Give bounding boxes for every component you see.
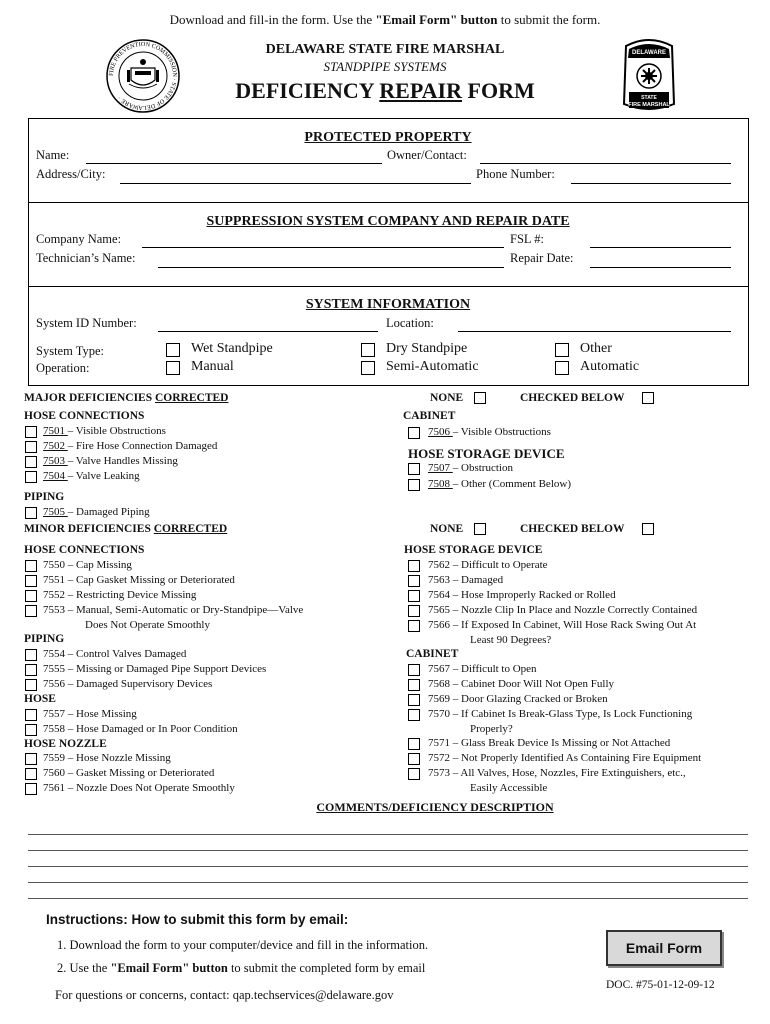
item-7508: 7508 – Other (Comment Below) <box>428 478 571 490</box>
checkbox-7552[interactable] <box>25 590 37 602</box>
suppression-title: SUPPRESSION SYSTEM COMPANY AND REPAIR DATE <box>206 214 570 229</box>
major-piping-heading: PIPING <box>24 491 65 503</box>
instruction-step-1: 1. Download the form to your computer/device and fill in the information. <box>57 938 429 952</box>
item-7566: 7566 – If Exposed In Cabinet, Will Hose Rack Swing Out At <box>428 619 697 631</box>
major-deficiencies-heading: MAJOR DEFICIENCIES CORRECTED <box>24 392 229 404</box>
minor-hose-heading: HOSE <box>24 693 56 705</box>
technician-name-label: Technician’s Name: <box>36 251 136 265</box>
system-type-label: System Type: <box>36 344 104 358</box>
fsl-label: FSL #: <box>510 232 544 246</box>
item-7570-continued: Properly? <box>470 723 513 735</box>
item-7564: 7564 – Hose Improperly Racked or Rolled <box>428 589 616 601</box>
checkbox-7503[interactable] <box>25 456 37 468</box>
checkbox-7551[interactable] <box>25 575 37 587</box>
checkbox-7501[interactable] <box>25 426 37 438</box>
download-note: Download and fill-in the form. Use the "Email Form" button to submit the form. <box>169 12 601 27</box>
company-name-label: Company Name: <box>36 232 122 246</box>
minor-hose-storage-heading: HOSE STORAGE DEVICE <box>404 544 543 556</box>
item-7567: 7567 – Difficult to Open <box>428 663 537 675</box>
minor-hose-nozzle-heading: HOSE NOZZLE <box>24 738 107 750</box>
item-7562: 7562 – Difficult to Operate <box>428 559 548 571</box>
item-7571: 7571 – Glass Break Device Is Missing or Not Attached <box>428 737 671 749</box>
checkbox-7506[interactable] <box>408 427 420 439</box>
svg-text:FIRE MARSHAL: FIRE MARSHAL <box>628 102 670 108</box>
item-7507: 7507 – Obstruction <box>428 462 513 474</box>
item-7550: 7550 – Cap Missing <box>43 559 132 571</box>
phone-number-label: Phone Number: <box>476 167 555 181</box>
minor-deficiencies-heading: MINOR DEFICIENCIES CORRECTED <box>24 523 228 535</box>
semi-automatic-checkbox[interactable] <box>361 361 375 375</box>
item-7566-continued: Least 90 Degrees? <box>470 634 552 646</box>
form-title: DEFICIENCY REPAIR FORM <box>235 78 535 103</box>
checkbox-7555[interactable] <box>25 664 37 676</box>
checkbox-7502[interactable] <box>25 441 37 453</box>
location-label: Location: <box>386 316 434 330</box>
item-7556: 7556 – Damaged Supervisory Devices <box>43 678 213 690</box>
automatic-label: Automatic <box>580 359 640 374</box>
checkbox-7563[interactable] <box>408 575 420 587</box>
item-7573-continued: Easily Accessible <box>470 782 548 794</box>
item-7573: 7573 – All Valves, Hose, Nozzles, Fire Extinguishers, etc., <box>428 767 686 779</box>
checkbox-7568[interactable] <box>408 679 420 691</box>
checkbox-7558[interactable] <box>25 724 37 736</box>
checkbox-7507[interactable] <box>408 463 420 475</box>
item-7555: 7555 – Missing or Damaged Pipe Support Devices <box>43 663 267 675</box>
item-7572: 7572 – Not Properly Identified As Containing Fire Equipment <box>428 752 702 764</box>
item-7557: 7557 – Hose Missing <box>43 708 137 720</box>
automatic-checkbox[interactable] <box>555 361 569 375</box>
comment-line-3[interactable] <box>28 866 748 867</box>
item-7561: 7561 – Nozzle Does Not Operate Smoothly <box>43 782 235 794</box>
doc-number: DOC. #75-01-12-09-12 <box>606 979 715 991</box>
minor-checked-below-label: CHECKED BELOW <box>520 523 625 535</box>
checkbox-7508[interactable] <box>408 479 420 491</box>
major-hose-connections-heading: HOSE CONNECTIONS <box>24 410 145 422</box>
owner-contact-label: Owner/Contact: <box>387 148 467 162</box>
system-information-title: SYSTEM INFORMATION <box>305 297 471 312</box>
technician-name-field[interactable] <box>158 267 504 268</box>
item-7552: 7552 – Restricting Device Missing <box>43 589 197 601</box>
semi-automatic-label: Semi-Automatic <box>386 359 479 374</box>
checkbox-7560[interactable] <box>25 768 37 780</box>
item-7554: 7554 – Control Valves Damaged <box>43 648 187 660</box>
contact-info: For questions or concerns, contact: qap.techservices@delaware.gov <box>55 988 394 1002</box>
dry-standpipe-checkbox[interactable] <box>361 343 375 357</box>
major-hose-storage-heading: HOSE STORAGE DEVICE <box>408 446 565 461</box>
checkbox-7504[interactable] <box>25 471 37 483</box>
major-none-checkbox[interactable] <box>474 392 486 404</box>
item-7502: 7502 – Fire Hose Connection Damaged <box>43 440 218 452</box>
item-7570: 7570 – If Cabinet Is Break-Glass Type, Is Lock Functioning <box>428 708 693 720</box>
item-7560: 7560 – Gasket Missing or Deteriorated <box>43 767 215 779</box>
item-7551: 7551 – Cap Gasket Missing or Deteriorated <box>43 574 235 586</box>
item-7553: 7553 – Manual, Semi-Automatic or Dry-Standpipe—Valve <box>43 604 304 616</box>
checkbox-7557[interactable] <box>25 709 37 721</box>
comment-line-5[interactable] <box>28 898 748 899</box>
svg-text:DELAWARE: DELAWARE <box>631 50 667 56</box>
item-7569: 7569 – Door Glazing Cracked or Broken <box>428 693 608 705</box>
checkbox-7550[interactable] <box>25 560 37 572</box>
comment-line-4[interactable] <box>28 882 748 883</box>
instructions-title: Instructions: How to submit this form by email: <box>46 912 349 927</box>
instruction-step-2: 2. Use the "Email Form" button to submit the completed form by email <box>57 961 426 975</box>
section-divider <box>28 286 749 287</box>
checkbox-7573[interactable] <box>408 768 420 780</box>
minor-piping-heading: PIPING <box>24 633 65 645</box>
system-id-label: System ID Number: <box>36 316 137 330</box>
checkbox-7572[interactable] <box>408 753 420 765</box>
item-7501: 7501 – Visible Obstructions <box>43 425 166 437</box>
checkbox-7567[interactable] <box>408 664 420 676</box>
agency-name: DELAWARE STATE FIRE MARSHAL <box>265 42 505 57</box>
protected-property-title: PROTECTED PROPERTY <box>304 130 472 145</box>
wet-standpipe-checkbox[interactable] <box>166 343 180 357</box>
wet-standpipe-label: Wet Standpipe <box>191 341 273 356</box>
address-city-label: Address/City: <box>36 167 106 181</box>
form-subtitle: STANDPIPE SYSTEMS <box>323 59 447 74</box>
checkbox-7570[interactable] <box>408 709 420 721</box>
item-7503: 7503 – Valve Handles Missing <box>43 455 178 467</box>
operation-label: Operation: <box>36 361 90 375</box>
location-field[interactable] <box>458 331 731 332</box>
item-7565: 7565 – Nozzle Clip In Place and Nozzle Correctly Contained <box>428 604 698 616</box>
manual-label: Manual <box>191 359 234 374</box>
name-field[interactable] <box>86 163 382 164</box>
checkbox-7566[interactable] <box>408 620 420 632</box>
item-7568: 7568 – Cabinet Door Will Not Open Fully <box>428 678 615 690</box>
address-city-field[interactable] <box>120 183 471 184</box>
dry-standpipe-label: Dry Standpipe <box>386 341 468 356</box>
minor-hose-connections-heading: HOSE CONNECTIONS <box>24 544 145 556</box>
minor-checked-below-checkbox[interactable] <box>642 523 654 535</box>
item-7563: 7563 – Damaged <box>428 574 504 586</box>
checkbox-7561[interactable] <box>25 783 37 795</box>
section-divider <box>28 202 749 203</box>
owner-contact-field[interactable] <box>480 163 731 164</box>
svg-text:STATE: STATE <box>641 95 657 101</box>
major-none-label: NONE <box>430 392 464 404</box>
item-7558: 7558 – Hose Damaged or In Poor Condition <box>43 723 238 735</box>
checkbox-7565[interactable] <box>408 605 420 617</box>
comment-line-2[interactable] <box>28 850 748 851</box>
minor-none-label: NONE <box>430 523 464 535</box>
email-form-button[interactable]: Email Form <box>606 930 722 966</box>
svg-text:FIRE PREVENTION COMMISSION · S: FIRE PREVENTION COMMISSION · STATE OF DELAWARE · <box>107 40 179 112</box>
system-id-field[interactable] <box>158 331 378 332</box>
checkbox-7564[interactable] <box>408 590 420 602</box>
comment-line-1[interactable] <box>28 834 748 835</box>
item-7506: 7506 – Visible Obstructions <box>428 426 551 438</box>
major-checked-below-label: CHECKED BELOW <box>520 392 625 404</box>
repair-date-label: Repair Date: <box>510 251 574 265</box>
manual-checkbox[interactable] <box>166 361 180 375</box>
item-7559: 7559 – Hose Nozzle Missing <box>43 752 171 764</box>
company-name-field[interactable] <box>142 247 504 248</box>
major-checked-below-checkbox[interactable] <box>642 392 654 404</box>
checkbox-7569[interactable] <box>408 694 420 706</box>
comments-title: COMMENTS/DEFICIENCY DESCRIPTION <box>316 800 554 814</box>
other-type-label: Other <box>580 341 612 356</box>
repair-date-field[interactable] <box>590 267 731 268</box>
item-7504: 7504 – Valve Leaking <box>43 470 140 482</box>
checkbox-7553[interactable] <box>25 605 37 617</box>
phone-number-field[interactable] <box>571 183 731 184</box>
fsl-field[interactable] <box>590 247 731 248</box>
minor-cabinet-heading: CABINET <box>406 648 459 660</box>
checkbox-7562[interactable] <box>408 560 420 572</box>
name-label: Name: <box>36 148 70 162</box>
other-type-checkbox[interactable] <box>555 343 569 357</box>
checkbox-7556[interactable] <box>25 679 37 691</box>
item-7553-continued: Does Not Operate Smoothly <box>85 619 210 631</box>
checkbox-7571[interactable] <box>408 738 420 750</box>
major-cabinet-heading: CABINET <box>403 410 456 422</box>
checkbox-7554[interactable] <box>25 649 37 661</box>
item-7505: 7505 – Damaged Piping <box>43 506 150 518</box>
minor-none-checkbox[interactable] <box>474 523 486 535</box>
checkbox-7505[interactable] <box>25 507 37 519</box>
checkbox-7559[interactable] <box>25 753 37 765</box>
